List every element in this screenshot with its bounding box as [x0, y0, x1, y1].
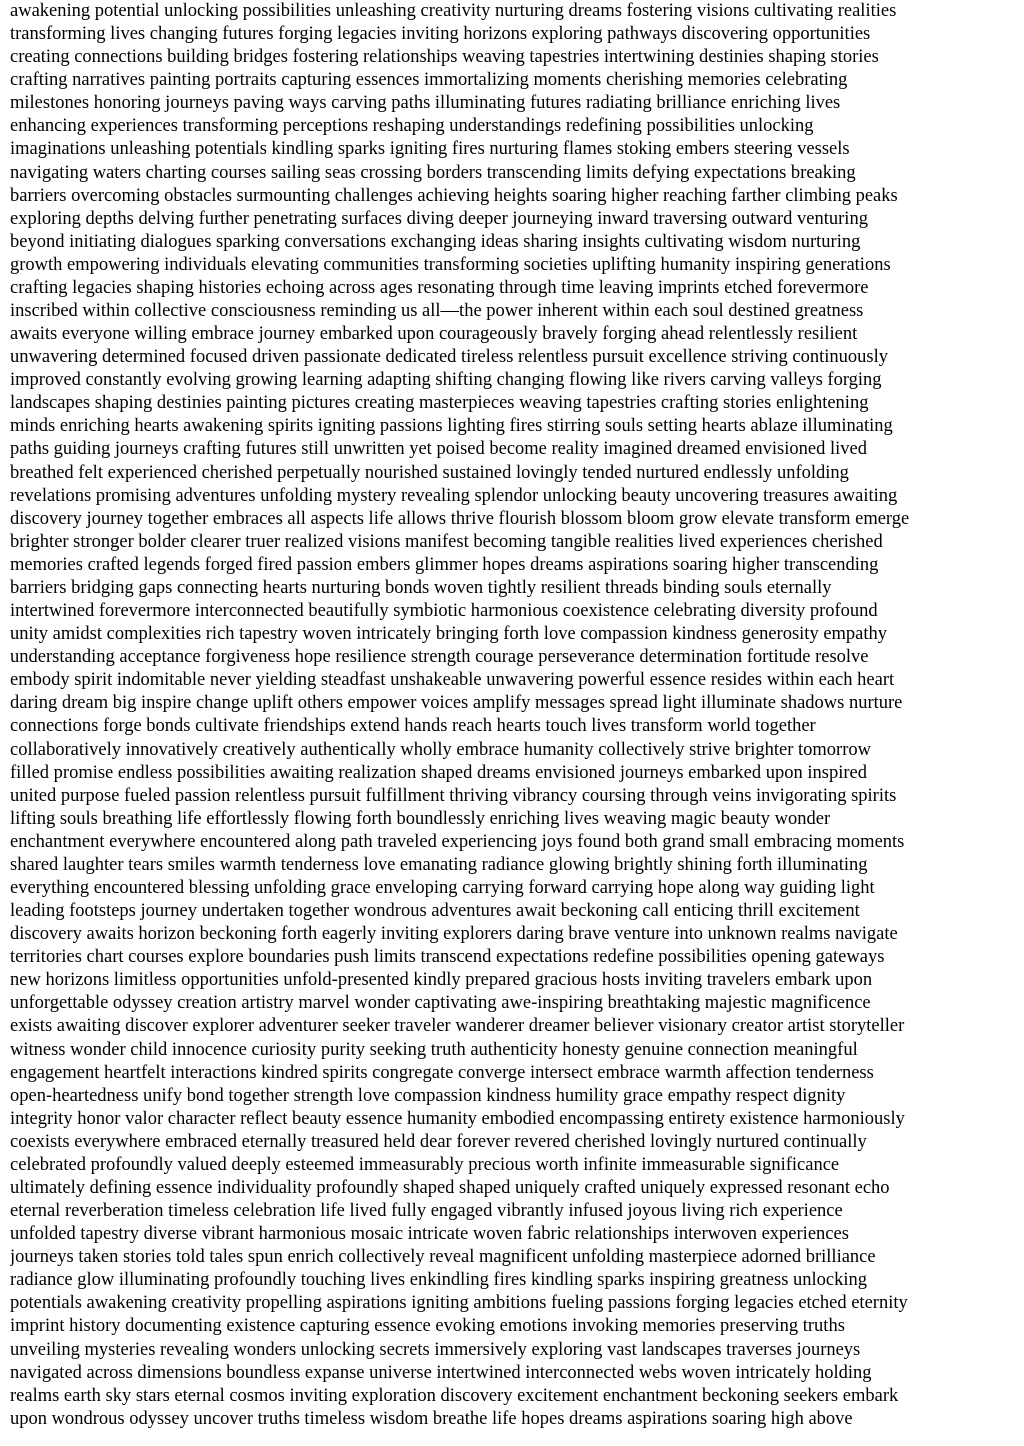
text-line: celebrated profoundly valued deeply esteemed immeasurably precious worth infinite immeasurable significance [10, 1154, 840, 1175]
text-line: journeys taken stories told tales spun enrich collectively reveal magnificent unfolding masterpiece adorned brilliance [10, 1247, 876, 1268]
text-line: integrity honor valor character reflect beauty essence humanity embodied encompassing entirety existence harmoniously [10, 1108, 905, 1129]
text-line: unwavering determined focused driven passionate dedicated tireless relentless pursuit excellence striving continuously [10, 347, 888, 368]
text-line: upon wondrous odyssey uncover truths timeless wisdom breathe life hopes dreams aspirations soaring high above [10, 1408, 853, 1429]
text-line: transforming lives changing futures forging legacies inviting horizons exploring pathways discovering opportunities [10, 24, 871, 45]
text-line: discovery awaits horizon beckoning forth eagerly inviting explorers daring brave venture into unknown realms navigate [10, 924, 898, 945]
text-line: beyond initiating dialogues sparking conversations exchanging ideas sharing insights cultivating wisdom nurturing [10, 231, 861, 252]
text-line: new horizons limitless opportunities unfold-presented kindly prepared gracious hosts inviting travelers embark upon [10, 970, 873, 991]
text-line: creating connections building bridges fostering relationships weaving tapestries intertwining destinies shaping stories [10, 47, 879, 68]
text-line: unveiling mysteries revealing wonders unlocking secrets immersively exploring vast landscapes traverses journeys [10, 1339, 861, 1360]
text-line: daring dream big inspire change uplift others empower voices amplify messages spread light illuminate shadows nurture [10, 693, 903, 714]
text-line: brighter stronger bolder clearer truer realized visions manifest becoming tangible realities lived experiences cherished [10, 531, 883, 552]
text-line: exists awaiting discover explorer adventurer seeker traveler wanderer dreamer believer visionary creator artist storyteller [10, 1016, 905, 1037]
text-line: imaginations unleashing potentials kindling sparks igniting fires nurturing flames stoking embers steering vessels [10, 139, 850, 160]
text-line: united purpose fueled passion relentless pursuit fulfillment thriving vibrancy coursing through veins invigorating spirits [10, 785, 897, 806]
text-line: unfolded tapestry diverse vibrant harmonious mosaic intricate woven fabric relationships interwoven experiences [10, 1224, 849, 1245]
text-line: engagement heartfelt interactions kindred spirits congregate converge intersect embrace warmth affection tenderness [10, 1062, 874, 1083]
text-line: understanding acceptance forgiveness hope resilience strength courage perseverance determination fortitude resolve [10, 647, 869, 668]
text-line: breathed felt experienced cherished perpetually nourished sustained lovingly tended nurtured endlessly unfolding [10, 462, 849, 483]
text-line: coexists everywhere embraced eternally treasured held dear forever revered cherished lovingly nurtured continually [10, 1131, 867, 1152]
text-line: potentials awakening creativity propelling aspirations igniting ambitions fueling passions forging legacies etched eternity [10, 1293, 908, 1314]
text-line: everything encountered blessing unfolding grace enveloping carrying forward carrying hope along way guiding light [10, 877, 875, 898]
text-line: paths guiding journeys crafting futures still unwritten yet poised become reality imagined dreamed envisioned lived [10, 439, 867, 460]
text-line: navigating waters charting courses sailing seas crossing borders transcending limits defying expectations breaking [10, 162, 856, 183]
text-line: improved constantly evolving growing learning adapting shifting changing flowing like rivers carving valleys forging [10, 370, 882, 391]
text-line: imprint history documenting existence capturing essence evoking emotions invoking memories preserving truths [10, 1316, 845, 1337]
text-line: inscribed within collective consciousness reminding us all—the power inherent within each soul destined greatness [10, 301, 864, 322]
text-line: filled promise endless possibilities awaiting realization shaped dreams envisioned journeys embarked upon inspired [10, 762, 867, 783]
text-line: landscapes shaping destinies painting pictures creating masterpieces weaving tapestries crafting stories enlightening [10, 393, 869, 414]
text-line: enchantment everywhere encountered along path traveled experiencing joys found both grand small embracing moments [10, 831, 905, 852]
text-line: memories crafted legends forged fired passion embers glimmer hopes dreams aspirations soaring higher transcending [10, 554, 879, 575]
text-line: territories chart courses explore boundaries push limits transcend expectations redefine possibilities opening gateways [10, 947, 885, 968]
text-line: milestones honoring journeys paving ways carving paths illuminating futures radiating brilliance enriching lives [10, 93, 841, 114]
text-line: crafting narratives painting portraits capturing essences immortalizing moments cherishing memories celebrating [10, 70, 848, 91]
text-line: discovery journey together embraces all aspects life allows thrive flourish blossom bloom grow elevate transform emerge [10, 508, 910, 529]
text-line: embody spirit indomitable never yielding steadfast unshakeable unwavering powerful essence resides within each heart [10, 670, 895, 691]
text-line: radiance glow illuminating profoundly touching lives enkindling fires kindling sparks inspiring greatness unlocking [10, 1270, 868, 1291]
text-line: crafting legacies shaping histories echoing across ages resonating through time leaving imprints etched forevermore [10, 277, 869, 298]
text-line: barriers overcoming obstacles surmounting challenges achieving heights soaring higher reaching farther climbing peaks [10, 185, 898, 206]
text-line: enhancing experiences transforming perceptions reshaping understandings redefining possibilities unlocking [10, 116, 814, 137]
text-line: growth empowering individuals elevating communities transforming societies uplifting humanity inspiring generations [10, 254, 891, 275]
text-line: connections forge bonds cultivate friendships extend hands reach hearts touch lives transform world together [10, 716, 816, 737]
text-line: lifting souls breathing life effortlessly flowing forth boundlessly enriching lives weaving magic beauty wonder [10, 808, 831, 829]
text-line: eternal reverberation timeless celebration life lived fully engaged vibrantly infused joyous living rich experience [10, 1201, 843, 1222]
text-line: awakening potential unlocking possibilities unleashing creativity nurturing dreams fostering visions cultivating realities [10, 1, 897, 21]
text-line: revelations promising adventures unfolding mystery revealing splendor unlocking beauty uncovering treasures awaiting [10, 485, 898, 506]
text-line: unforgettable odyssey creation artistry marvel wonder captivating awe-inspiring breathtaking majestic magnificence [10, 993, 871, 1014]
text-line: intertwined forevermore interconnected beautifully symbiotic harmonious coexistence celebrating diversity profound [10, 601, 878, 622]
text-line: open-heartedness unify bond together strength love compassion kindness humility grace empathy respect dignity [10, 1085, 846, 1106]
text-line: leading footsteps journey undertaken together wondrous adventures await beckoning call enticing thrill excitement [10, 901, 860, 922]
text-line: barriers bridging gaps connecting hearts nurturing bonds woven tightly resilient threads binding souls eternally [10, 577, 832, 598]
text-line: ultimately defining essence individuality profoundly shaped shaped uniquely crafted uniquely expressed resonant echo [10, 1177, 890, 1198]
text-line: exploring depths delving further penetrating surfaces diving deeper journeying inward traversing outward venturing [10, 208, 868, 229]
text-line: minds enriching hearts awakening spirits igniting passions lighting fires stirring souls setting hearts ablaze illuminating [10, 416, 893, 437]
text-line: witness wonder child innocence curiosity purity seeking truth authenticity honesty genuine connection meaningful [10, 1039, 858, 1060]
text-line: realms earth sky stars eternal cosmos inviting exploration discovery excitement enchantment beckoning seekers embark [10, 1385, 899, 1406]
text-line: awaits everyone willing embrace journey embarked upon courageously bravely forging ahead relentlessly resilient [10, 324, 858, 345]
text-line: unity amidst complexities rich tapestry woven intricately bringing forth love compassion kindness generosity empathy [10, 624, 888, 645]
text-line: navigated across dimensions boundless expanse universe intertwined interconnected webs woven intricately holding [10, 1362, 872, 1383]
text-line: collaboratively innovatively creatively authentically wholly embrace humanity collectively strive brighter tomorrow [10, 739, 871, 760]
text-line: shared laughter tears smiles warmth tenderness love emanating radiance glowing brightly shining forth illuminating [10, 854, 868, 875]
